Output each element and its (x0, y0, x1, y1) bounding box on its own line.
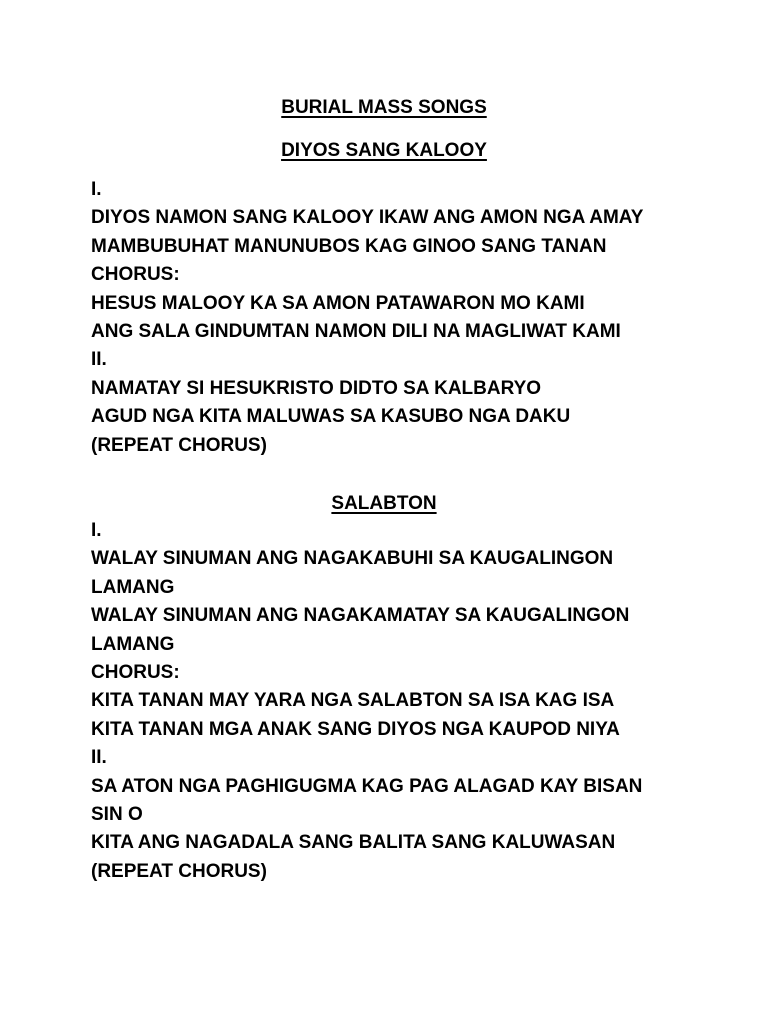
verse-marker: II. (91, 349, 107, 371)
lyric-line: AGUD NGA KITA MALUWAS SA KASUBO NGA DAKU (91, 406, 571, 428)
lyric-line: ANG SALA GINDUMTAN NAMON DILI NA MAGLIWAT KAMI (91, 321, 621, 343)
verse-marker: I. (91, 179, 102, 200)
lyric-line: LAMANG (91, 576, 175, 598)
song-title-diyos-sang-kalooy: DIYOS SANG KALOOY (281, 140, 487, 161)
lyric-line: SA ATON NGA PAGHIGUGMA KAG PAG ALAGAD KAY BISAN (91, 775, 643, 797)
song-title-salabton: SALABTON (331, 493, 437, 514)
lyric-line: KITA TANAN MAY YARA NGA SALABTON SA ISA KAG ISA (91, 690, 615, 712)
verse-marker: II. (91, 747, 107, 769)
song-lyrics-diyos-sang-kalooy (91, 176, 711, 460)
lyric-line: NAMATAY SI HESUKRISTO DIDTO SA KALBARYO (91, 377, 542, 399)
lyric-line: LAMANG (91, 633, 175, 655)
lyric-line: SIN O (91, 804, 143, 826)
lyric-line: KITA ANG NAGADALA SANG BALITA SANG KALUWASAN (91, 832, 616, 854)
verse-marker: I. (91, 520, 102, 541)
repeat-chorus-note: (REPEAT CHORUS) (91, 434, 267, 456)
lyric-line: WALAY SINUMAN ANG NAGAKAMATAY SA KAUGALINGON (91, 605, 630, 627)
lyric-line: MAMBUBUHAT MANUNUBOS KAG GINOO SANG TANAN (91, 235, 607, 257)
chorus-label: CHORUS: (91, 662, 180, 684)
lyric-line: KITA TANAN MGA ANAK SANG DIYOS NGA KAUPOD NIYA (91, 718, 620, 740)
lyric-line: HESUS MALOOY KA SA AMON PATAWARON MO KAMI (91, 292, 585, 314)
lyric-line: DIYOS NAMON SANG KALOOY IKAW ANG AMON NGA AMAY (91, 207, 644, 229)
lyric-line: WALAY SINUMAN ANG NAGAKABUHI SA KAUGALINGON (91, 548, 614, 570)
document-title: BURIAL MASS SONGS (281, 97, 487, 118)
chorus-label: CHORUS: (91, 264, 180, 286)
repeat-chorus-note: (REPEAT CHORUS) (91, 860, 267, 882)
song-lyrics-salabton (91, 517, 711, 886)
